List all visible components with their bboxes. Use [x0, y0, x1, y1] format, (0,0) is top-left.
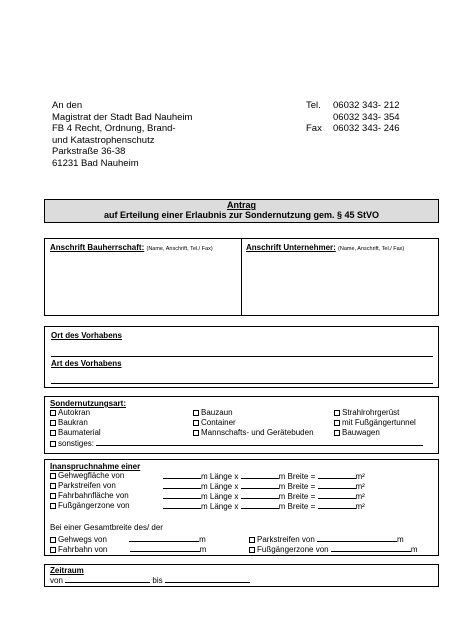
- dimension-row[interactable]: m Länge x m Breite = m²: [163, 471, 365, 482]
- contact-block: [306, 100, 400, 135]
- contact-row: [306, 123, 400, 135]
- claim-row[interactable]: Fahrbahnfläche von: [50, 491, 129, 501]
- project-section: [44, 326, 439, 388]
- checkbox[interactable]: [50, 441, 56, 447]
- checkbox[interactable]: [50, 420, 56, 426]
- total-row[interactable]: Gehwegs von m: [50, 534, 206, 545]
- usage-option[interactable]: mit Fußgängertunnel: [334, 418, 416, 428]
- checkbox[interactable]: [249, 547, 255, 553]
- length-field[interactable]: [163, 501, 201, 509]
- width-field[interactable]: [241, 491, 279, 499]
- usage-option[interactable]: Bauzaun: [193, 408, 233, 418]
- contact-row: [306, 100, 400, 112]
- address-line: Magistrat der Stadt Bad Nauheim: [52, 111, 193, 123]
- usage-label: Sondernutzungsart:: [50, 399, 126, 408]
- contractor-hint: (Name, Anschrift, Tel./ Fax): [338, 246, 405, 252]
- address-line: und Katastrophenschutz: [52, 134, 155, 146]
- other-field[interactable]: [96, 438, 423, 446]
- checkbox[interactable]: [50, 537, 56, 543]
- width-field[interactable]: [241, 501, 279, 509]
- usage-section: [44, 396, 439, 454]
- contact-value: 06032 343- 212: [333, 100, 400, 111]
- dimension-row[interactable]: m Länge x m Breite = m²: [163, 501, 365, 512]
- location-field[interactable]: [51, 356, 433, 357]
- total-field[interactable]: [129, 534, 199, 542]
- location-label: Ort des Vorhabens: [51, 331, 122, 340]
- usage-option[interactable]: Strahlrohrgerüst: [334, 408, 399, 418]
- checkbox[interactable]: [249, 537, 255, 543]
- checkbox[interactable]: [50, 493, 56, 499]
- dimension-row[interactable]: m Länge x m Breite = m²: [163, 491, 365, 502]
- address-line: Parkstraße 36-38: [52, 146, 126, 157]
- length-field[interactable]: [163, 471, 201, 479]
- checkbox[interactable]: [193, 410, 199, 416]
- period-label: Zeitraum: [50, 566, 84, 575]
- checkbox[interactable]: [50, 473, 56, 479]
- address-line: 61231 Bad Nauheim: [52, 157, 139, 169]
- checkbox[interactable]: [334, 410, 340, 416]
- usage-option[interactable]: Bauwagen: [334, 428, 380, 438]
- checkbox[interactable]: [334, 420, 340, 426]
- checkbox[interactable]: [50, 483, 56, 489]
- width-field[interactable]: [241, 481, 279, 489]
- contractor-label: Anschrift Unternehmer:: [246, 243, 336, 252]
- claim-section: [44, 459, 439, 556]
- usage-option[interactable]: Baumaterial: [50, 428, 101, 438]
- area-field[interactable]: [318, 491, 356, 499]
- type-label: Art des Vorhabens: [51, 359, 122, 368]
- checkbox[interactable]: [50, 410, 56, 416]
- address-line: An den: [52, 100, 83, 111]
- usage-option[interactable]: Baukran: [50, 418, 88, 428]
- length-field[interactable]: [163, 481, 201, 489]
- total-width-label: Bei einer Gesamtbreite des/ der: [50, 523, 163, 532]
- form-title-box: [44, 199, 439, 223]
- area-field[interactable]: [318, 471, 356, 479]
- period-row[interactable]: von bis: [50, 575, 250, 586]
- area-field[interactable]: [318, 481, 356, 489]
- usage-option[interactable]: Container: [193, 418, 236, 428]
- total-row[interactable]: Parkstreifen von m: [249, 534, 404, 545]
- total-field[interactable]: [331, 544, 411, 552]
- usage-option-other[interactable]: sonstiges:: [50, 438, 423, 449]
- usage-option[interactable]: Autokran: [50, 408, 90, 418]
- contact-value: 06032 343- 354: [333, 111, 400, 123]
- usage-option[interactable]: Mannschafts- und Gerätebuden: [193, 428, 314, 438]
- period-section: [44, 564, 439, 587]
- checkbox[interactable]: [50, 547, 56, 553]
- form-title: Antrag: [227, 200, 256, 210]
- claim-label: Inanspruchnahme einer: [50, 462, 141, 471]
- recipient-address: [52, 100, 192, 169]
- from-date-field[interactable]: [65, 575, 150, 583]
- owner-label: Anschrift Bauherrschaft:: [50, 243, 145, 252]
- checkbox[interactable]: [50, 503, 56, 509]
- owner-hint: (Name, Anschrift, Tel./ Fax): [146, 246, 213, 252]
- claim-row[interactable]: Parkstreifen von: [50, 481, 116, 491]
- claim-row[interactable]: Gehwegfläche von: [50, 471, 124, 481]
- length-field[interactable]: [163, 491, 201, 499]
- column-divider: [241, 239, 242, 315]
- total-field[interactable]: [317, 534, 397, 542]
- contact-row: [306, 112, 400, 124]
- claim-row[interactable]: Fußgängerzone von: [50, 501, 130, 511]
- checkbox[interactable]: [50, 430, 56, 436]
- address-line: FB 4 Recht, Ordnung, Brand-: [52, 123, 176, 134]
- type-field[interactable]: [51, 383, 433, 384]
- contact-value: 06032 343- 246: [333, 123, 400, 134]
- address-section: [44, 238, 439, 316]
- total-row[interactable]: Fußgängerzone von m: [249, 544, 418, 555]
- width-field[interactable]: [241, 471, 279, 479]
- checkbox[interactable]: [334, 430, 340, 436]
- dimension-row[interactable]: m Länge x m Breite = m²: [163, 481, 365, 492]
- owner-field[interactable]: [47, 253, 239, 313]
- area-field[interactable]: [318, 501, 356, 509]
- checkbox[interactable]: [193, 420, 199, 426]
- checkbox[interactable]: [193, 430, 199, 436]
- contractor-field[interactable]: [243, 253, 435, 313]
- to-date-field[interactable]: [165, 575, 250, 583]
- form-subtitle: auf Erteilung einer Erlaubnis zur Sondernutzung gem. § 45 StVO: [103, 210, 380, 220]
- total-row[interactable]: Fahrbahn von m: [50, 544, 206, 555]
- contact-label: Fax: [306, 123, 322, 134]
- total-field[interactable]: [130, 544, 200, 552]
- contact-label: Tel.: [306, 100, 321, 111]
